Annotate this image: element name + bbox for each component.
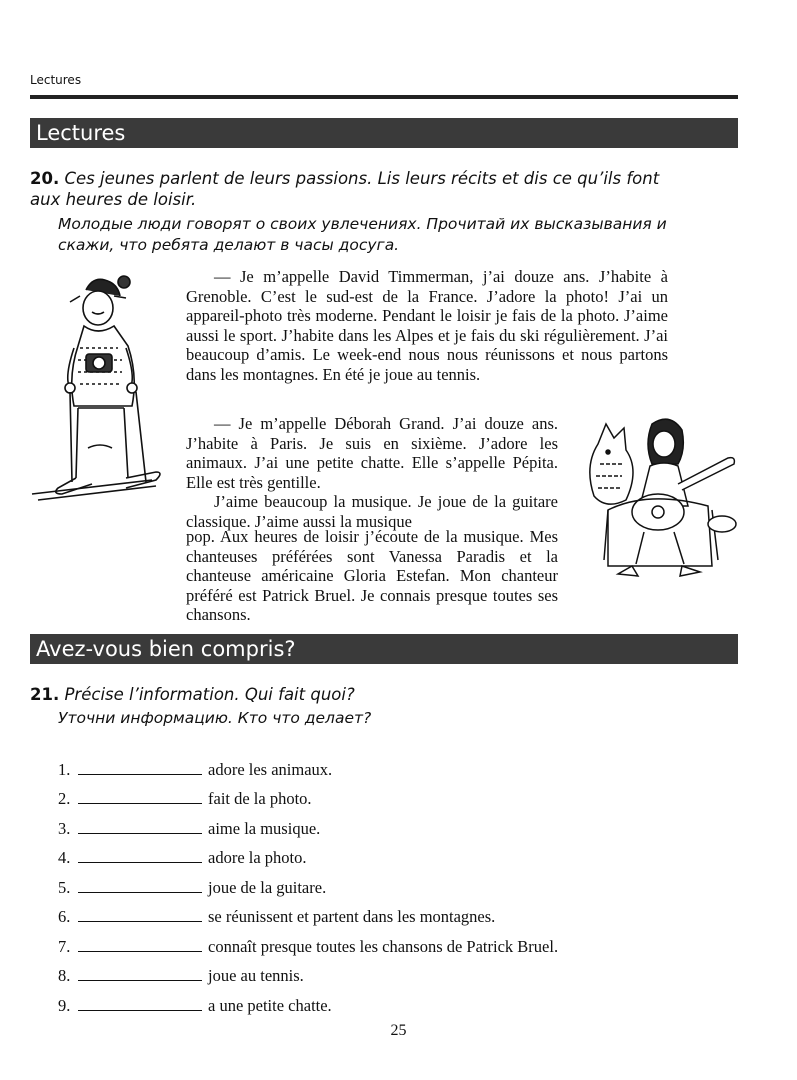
instruction-text: Précise l’information. Qui fait quoi?: [64, 685, 355, 704]
exercise-20-instruction-ru: Молодые люди говорят о своих увлечениях. Прочитай их высказывания и скажи, что ребята делают в часы досуга.: [58, 215, 667, 254]
item-text: connaît presque toutes les chansons de Patrick Bruel.: [208, 936, 559, 956]
paragraph-david: — Je m’appelle David Timmerman, j’ai douze ans. J’habite à Grenoble. C’est le sud-est de la France. J’adore la photo! J’ai un appareil-photo très moderne. Pendant le loisir je fais de la photo. J’aime aussi le sport. J’habite dans les Alpes et je fais du ski régulièrement. J’ai beaucoup d’amis. Le week-end nous nous réunissons et nous partons dans les montagnes. En été je joue au tennis.: [186, 267, 668, 384]
section-banner-lectures: [30, 118, 738, 148]
list-item: [58, 898, 558, 928]
answer-blank[interactable]: [78, 832, 202, 834]
page-number: 25: [390, 1022, 407, 1039]
item-number: 1.: [58, 759, 71, 779]
guitarist-with-cat-illustration: [578, 414, 743, 584]
section-banner-comprehension: [30, 634, 738, 664]
exercise-number: 20.: [30, 169, 60, 188]
exercise-21-instruction-ru: Уточни информацию. Кто что делает?: [58, 709, 372, 727]
list-item: [58, 868, 558, 898]
answer-blank[interactable]: [78, 950, 202, 952]
item-text: fait de la photo.: [208, 789, 312, 808]
list-item: [58, 809, 558, 839]
item-text: joue de la guitare.: [208, 877, 327, 897]
running-head: Lectures: [30, 73, 82, 87]
list-item: [58, 986, 558, 1016]
skier-illustration: [28, 268, 168, 506]
answer-blank[interactable]: [78, 891, 202, 893]
item-text: joue au tennis.: [208, 966, 304, 985]
item-number: 6.: [58, 907, 71, 926]
section-title: Avez-vous bien compris?: [36, 637, 296, 661]
item-number: 8.: [58, 966, 71, 985]
item-text: se réunissent et partent dans les montagnes.: [208, 907, 496, 926]
exercise-21-instruction-fr: [30, 684, 680, 705]
list-item: [58, 780, 558, 810]
item-text: adore les animaux.: [208, 759, 333, 779]
text-deborah-1: [186, 414, 558, 531]
paragraph-deborah-3: pop. Aux heures de loisir j’écoute de la musique. Mes chanteuses préférées sont Vanessa Paradis et la chanteuse américaine Gloria Estefan. Mon chanteur préféré est Patrick Bruel. Je connais presque toutes ses chansons.: [186, 527, 558, 624]
answer-blank[interactable]: [78, 861, 202, 863]
paragraph-deborah-1: — Je m’appelle Déborah Grand. J’ai douze ans. J’habite à Paris. Je suis en sixième. J’adore les animaux. J’ai une petite chatte. Elle s’appelle Pépita. Elle est très gentille.: [186, 414, 558, 492]
paragraph-deborah-2: J’aime beaucoup la musique. Je joue de la guitare classique. J’aime aussi la musique: [186, 492, 558, 531]
item-number: 5.: [58, 877, 71, 897]
list-item: [58, 750, 558, 780]
item-number: 4.: [58, 848, 71, 867]
header-rule: [30, 95, 738, 99]
list-item: [58, 839, 558, 869]
list-item: [58, 927, 558, 957]
exercise-20-instruction-fr: [30, 168, 680, 210]
item-number: 3.: [58, 818, 71, 838]
section-title: Lectures: [36, 121, 126, 145]
item-number: 9.: [58, 995, 71, 1015]
answer-blank[interactable]: [78, 979, 202, 981]
item-number: 2.: [58, 789, 71, 808]
answer-blank[interactable]: [78, 1009, 202, 1011]
exercise-number: 21.: [30, 685, 60, 704]
text-david: [186, 267, 668, 384]
answer-blank[interactable]: [78, 773, 202, 775]
item-text: a une petite chatte.: [208, 995, 332, 1015]
instruction-text: Ces jeunes parlent de leurs passions. Lis leurs récits et dis ce qu’ils font aux heures de loisir.: [30, 169, 660, 209]
answer-list: [58, 750, 558, 1016]
list-item: [58, 957, 558, 987]
text-deborah-2: [186, 527, 558, 625]
item-number: 7.: [58, 936, 71, 956]
answer-blank[interactable]: [78, 802, 202, 804]
item-text: aime la musique.: [208, 818, 321, 838]
answer-blank[interactable]: [78, 920, 202, 922]
item-text: adore la photo.: [208, 848, 307, 867]
